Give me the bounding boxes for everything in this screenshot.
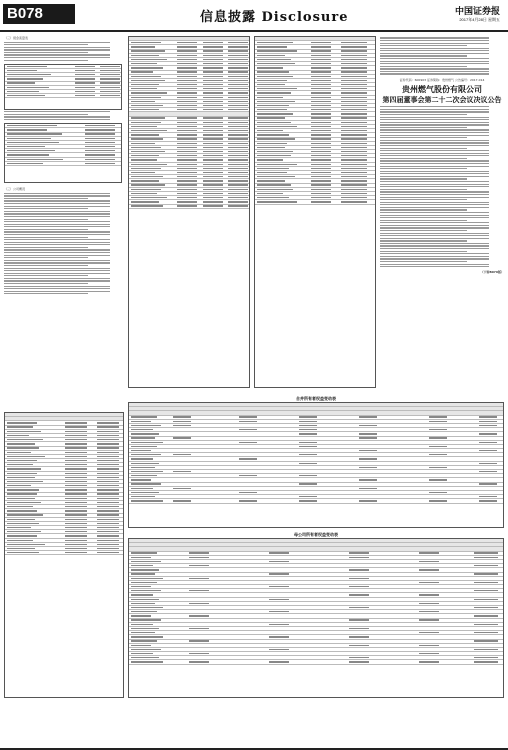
cash-flow-table-right xyxy=(254,36,376,388)
equity-table-title: 合并所有者权益变动表 xyxy=(296,396,336,401)
page-number: B078 xyxy=(3,4,75,24)
board-notice-column xyxy=(380,36,504,396)
page-header xyxy=(0,0,508,32)
meeting-title: 第四届董事会第二十二次会议决议公告 xyxy=(382,94,502,104)
parent-equity-table-title: 母公司所有者权益变动表 xyxy=(294,532,338,537)
consolidated-equity-table xyxy=(128,402,504,528)
company-name: 贵州燃气股份有限公司 xyxy=(402,83,482,94)
cash-flow-table xyxy=(4,64,122,110)
stock-code-line: 证券代码：600903 证券简称：贵州燃气 公告编号：2017-014 xyxy=(399,77,485,82)
column-left xyxy=(4,36,124,408)
balance-sheet-table-left xyxy=(4,412,124,698)
equity-table-small xyxy=(4,123,122,183)
parent-equity-table xyxy=(128,538,504,698)
income-statement-table xyxy=(128,36,250,388)
section-title: 信息披露 Disclosure xyxy=(200,10,349,25)
newspaper-name: 中国证券报 xyxy=(454,7,500,17)
left-top-label: （三）现金流量表 xyxy=(4,36,29,40)
newspaper-logo xyxy=(455,4,500,23)
left-mid-label: （三）公司概况 xyxy=(4,187,26,192)
issue-date: 2017年4月28日 星期五 xyxy=(459,17,500,22)
continued-note: （下转B079版） xyxy=(480,270,504,275)
